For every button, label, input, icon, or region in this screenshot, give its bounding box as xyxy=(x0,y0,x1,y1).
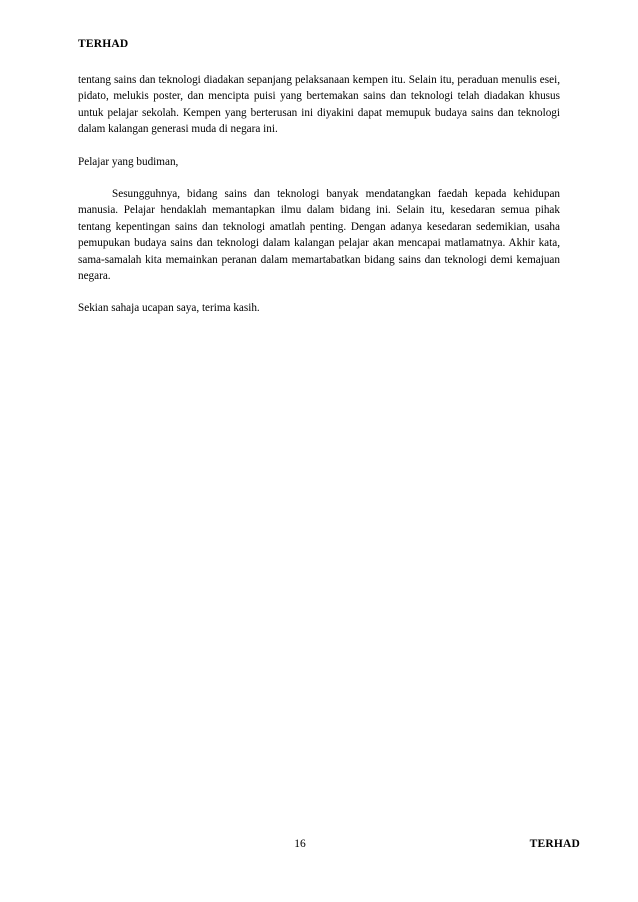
page-number: 16 xyxy=(294,838,306,850)
footer-classification: TERHAD xyxy=(529,838,580,850)
paragraph-salutation: Pelajar yang budiman, xyxy=(78,155,179,168)
header-classification: TERHAD xyxy=(78,38,129,50)
document-body xyxy=(78,72,560,333)
paragraph-continuation: tentang sains dan teknologi diadakan sepanjang pelaksanaan kempen itu. Selain itu, peraduan menulis esei, pidato, melukis poster, dan mencipta puisi yang bertemakan sains dan teknologi telah diadakan khusus untuk pelajar sekolah. Kempen yang berterusan ini diyakini dapat memupuk budaya sains dan teknologi dalam kalangan generasi muda di negara ini. xyxy=(78,74,560,136)
paragraph-main: Sesungguhnya, bidang sains dan teknologi banyak mendatangkan faedah kepada kehidupan manusia. Pelajar hendaklah memantapkan ilmu dalam bidang ini. Selain itu, kesedaran semua pihak tentang kepentingan sains dan teknologi amatlah penting. Dengan adanya kesedaran sedemikian, usaha pemupukan budaya sains dan teknologi dalam kalangan pelajar akan mencapai matlamatnya. Akhir kata, sama-samalah kita memainkan peranan dalam memartabatkan bidang sains dan teknologi demi kemajuan negara. xyxy=(78,188,560,283)
paragraph-closing: Sekian sahaja ucapan saya, terima kasih. xyxy=(78,302,260,315)
